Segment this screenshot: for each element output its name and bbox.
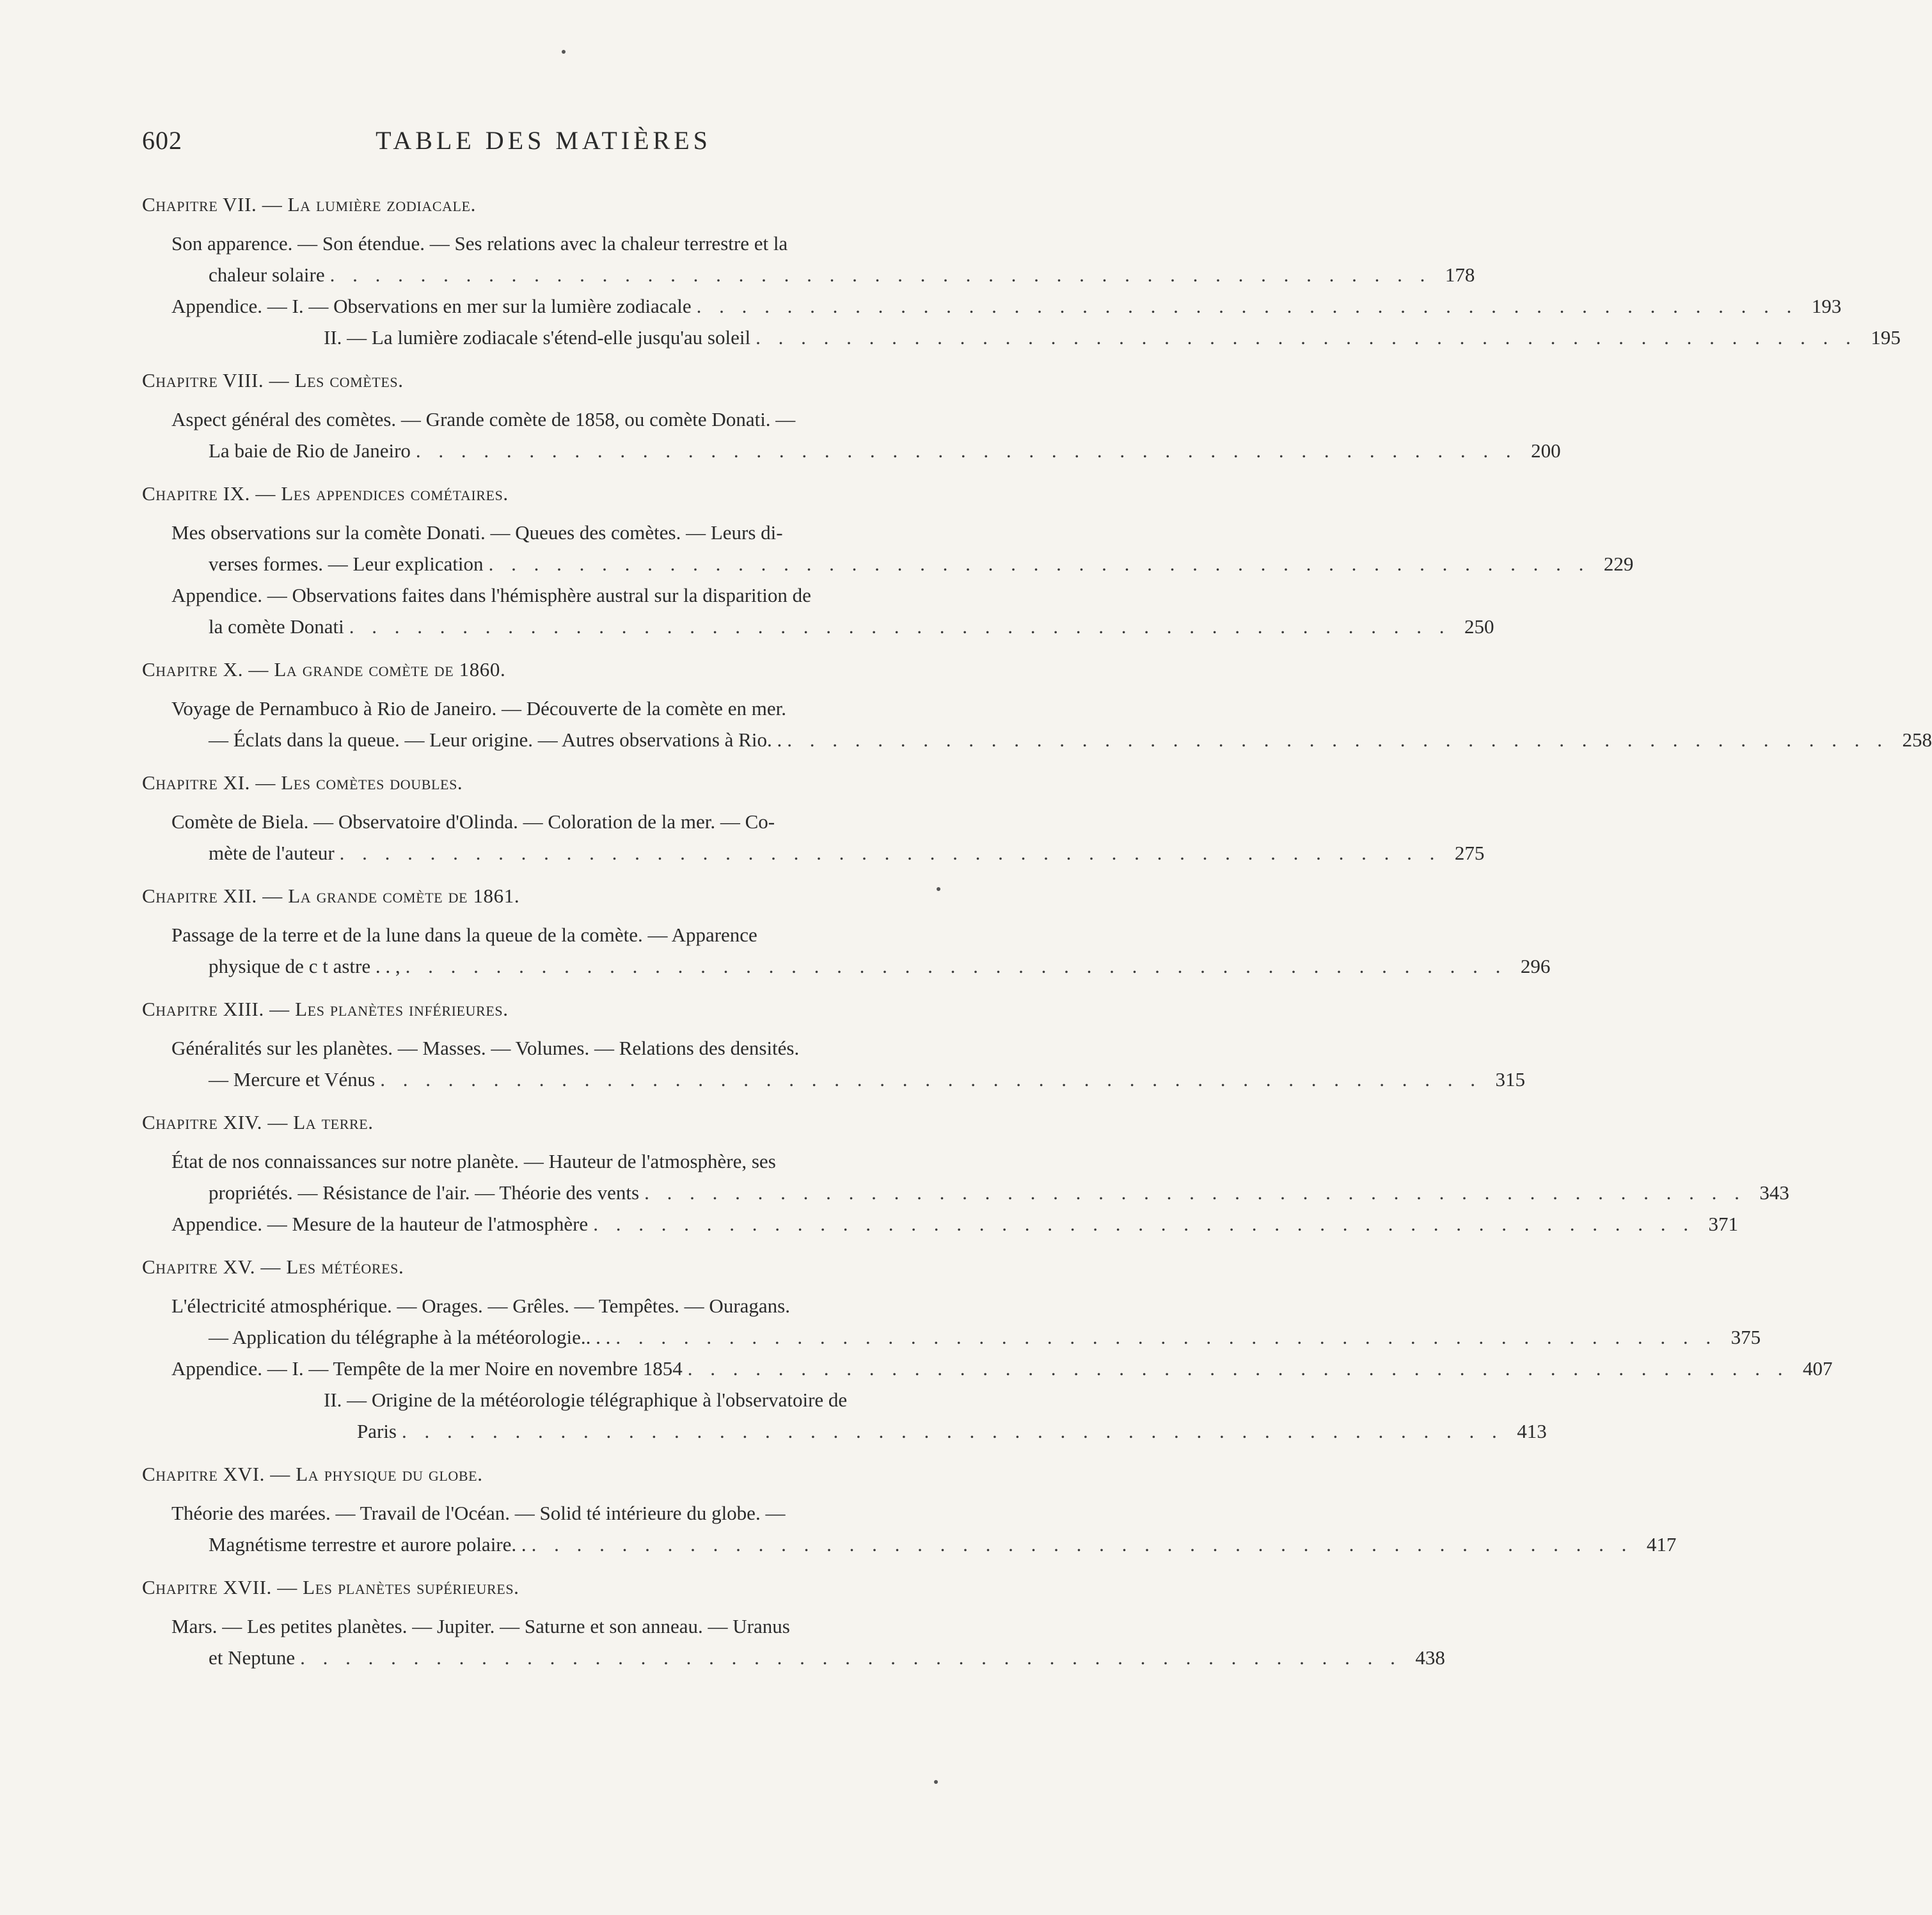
chapter-heading: Chapitre XII. — La grande comète de 1861. bbox=[142, 885, 520, 907]
appendix-line-last bbox=[142, 611, 1494, 642]
summary-line: Théorie des marées. — Travail de l'Océan. — Solid té intérieure du globe. — bbox=[171, 1502, 786, 1524]
page-reference: 275 bbox=[1454, 842, 1485, 864]
summary-line: Voyage de Pernambuco à Rio de Janeiro. — Découverte de la comète en mer. bbox=[171, 697, 786, 720]
chapter-heading: Chapitre XV. — Les météores. bbox=[142, 1256, 404, 1278]
page-reference: 178 bbox=[1445, 264, 1475, 286]
toc-entry-chapter-7 bbox=[142, 192, 1901, 353]
summary-line: L'électricité atmosphérique. — Orages. — Grêles. — Tempêtes. — Ouragans. bbox=[171, 1295, 790, 1317]
toc-entry-chapter-14 bbox=[142, 1110, 1789, 1240]
dot-leader: . . . . . . . . . . . . . . . . . . . . . . . . . . . . . . . . . . . . . . . . . . . . . . . . . bbox=[787, 729, 1888, 751]
summary-line: Comète de Biela. — Observatoire d'Olinda. — Coloration de la mer. — Co- bbox=[171, 810, 775, 833]
dot-leader: . . . . . . . . . . . . . . . . . . . . . . . . . . . . . . . . . . . . . . . . . . . . . . . . . bbox=[339, 842, 1441, 864]
page-reference: 407 bbox=[1802, 1357, 1833, 1380]
summary-text: — Application du télégraphe à la météorologie.. . . bbox=[209, 1326, 611, 1348]
summary-text: propriétés. — Résistance de l'air. — Théorie des vents bbox=[209, 1181, 640, 1204]
appendix-text: la comète Donati bbox=[209, 615, 344, 638]
page-reference: 193 bbox=[1811, 295, 1842, 317]
dot-leader: . . . . . . . . . . . . . . . . . . . . . . . . . . . . . . . . . . . . . . . . . . . . . . . . . bbox=[696, 295, 1798, 317]
page-reference: 229 bbox=[1603, 553, 1634, 575]
toc-entry-chapter-17 bbox=[142, 1575, 1445, 1673]
toc-entry-chapter-15 bbox=[142, 1254, 1833, 1447]
appendix-line-last bbox=[142, 1415, 1547, 1447]
summary-text: chaleur solaire bbox=[209, 264, 325, 286]
summary-line-last bbox=[142, 435, 1561, 466]
dot-leader: . . . . . . . . . . . . . . . . . . . . . . . . . . . . . . . . . . . . . . . . . . . . . . . . . bbox=[615, 1326, 1718, 1348]
toc-entry-chapter-9 bbox=[142, 481, 1634, 642]
page-reference: 195 bbox=[1871, 326, 1901, 349]
dot-leader: . . . . . . . . . . . . . . . . . . . . . . . . . . . . . . . . . . . . . . . . . . . . . . . . . bbox=[349, 615, 1451, 638]
toc-entry-chapter-8 bbox=[142, 368, 1561, 466]
summary-line: Son apparence. — Son étendue. — Ses relations avec la chaleur terrestre et la bbox=[171, 232, 788, 255]
chapter-heading: Chapitre VII. — La lumière zodiacale. bbox=[142, 193, 476, 216]
scan-speck bbox=[562, 50, 566, 54]
appendix-line: II. — Origine de la météorologie télégraphique à l'observatoire de bbox=[324, 1389, 848, 1411]
appendix-line bbox=[142, 322, 1901, 353]
summary-line: Mes observations sur la comète Donati. — Queues des comètes. — Leurs di- bbox=[171, 521, 783, 544]
summary-line-last bbox=[142, 1642, 1445, 1673]
summary-line: Passage de la terre et de la lune dans la queue de la comète. — Apparence bbox=[171, 924, 757, 946]
summary-line: Généralités sur les planètes. — Masses. — Volumes. — Relations des densités. bbox=[171, 1037, 800, 1059]
dot-leader: . . . . . . . . . . . . . . . . . . . . . . . . . . . . . . . . . . . . . . . . . . . . . . . . . bbox=[756, 326, 1857, 349]
toc-entry-chapter-10 bbox=[142, 657, 1932, 755]
appendix-text: Appendice. — Mesure de la hauteur de l'atmosphère bbox=[171, 1213, 589, 1235]
summary-line-last bbox=[142, 724, 1932, 755]
appendix-line bbox=[142, 1208, 1738, 1240]
dot-leader: . . . . . . . . . . . . . . . . . . . . . . . . . . . . . . . . . . . . . . . . . . . . . . . . . bbox=[488, 553, 1590, 575]
dot-leader: . . . . . . . . . . . . . . . . . . . . . . . . . . . . . . . . . . . . . . . . . . . . . . . . . bbox=[405, 955, 1507, 977]
summary-text: physique de c t astre . . , bbox=[209, 955, 400, 977]
scan-speck bbox=[937, 887, 940, 891]
page-reference: 371 bbox=[1708, 1213, 1738, 1235]
dot-leader: . . . . . . . . . . . . . . . . . . . . . . . . . . . . . . . . . . . . . . . . . . . . . . . . . bbox=[531, 1533, 1633, 1556]
summary-text: La baie de Rio de Janeiro bbox=[209, 439, 411, 462]
chapter-heading: Chapitre XIV. — La terre. bbox=[142, 1111, 374, 1133]
summary-line-last bbox=[142, 259, 1475, 290]
dot-leader: . . . . . . . . . . . . . . . . . . . . . . . . . . . . . . . . . . . . . . . . . . . . . . . . . bbox=[687, 1357, 1789, 1380]
toc-entry-chapter-11 bbox=[142, 770, 1485, 869]
summary-text: — Mercure et Vénus bbox=[209, 1068, 376, 1091]
dot-leader: . . . . . . . . . . . . . . . . . . . . . . . . . . . . . . . . . . . . . . . . . . . . . . . . . bbox=[402, 1420, 1503, 1442]
page-reference: 417 bbox=[1646, 1533, 1677, 1556]
appendix-line bbox=[142, 1353, 1833, 1384]
summary-text: verses formes. — Leur explication bbox=[209, 553, 484, 575]
dot-leader: . . . . . . . . . . . . . . . . . . . . . . . . . . . . . . . . . . . . . . . . . . . . . . . . . bbox=[593, 1213, 1695, 1235]
chapter-heading: Chapitre VIII. — Les comètes. bbox=[142, 369, 404, 391]
summary-line-last bbox=[142, 1529, 1677, 1560]
page-reference: 250 bbox=[1464, 615, 1494, 638]
page-reference: 200 bbox=[1531, 439, 1561, 462]
summary-line-last bbox=[142, 1321, 1761, 1353]
summary-line-last bbox=[142, 1177, 1789, 1208]
dot-leader: . . . . . . . . . . . . . . . . . . . . . . . . . . . . . . . . . . . . . . . . . . . . . . . . . bbox=[644, 1181, 1746, 1204]
summary-line: Mars. — Les petites planètes. — Jupiter. — Saturne et son anneau. — Uranus bbox=[171, 1615, 790, 1637]
summary-line-last bbox=[142, 950, 1551, 982]
summary-line-last bbox=[142, 837, 1485, 869]
dot-leader: . . . . . . . . . . . . . . . . . . . . . . . . . . . . . . . . . . . . . . . . . . . . . . . . . bbox=[300, 1646, 1402, 1669]
page-reference: 375 bbox=[1730, 1326, 1761, 1348]
summary-line: Aspect général des comètes. — Grande comète de 1858, ou comète Donati. — bbox=[171, 408, 796, 430]
toc-entry-chapter-12 bbox=[142, 883, 1551, 982]
chapter-heading: Chapitre XI. — Les comètes doubles. bbox=[142, 771, 463, 794]
scan-speck bbox=[934, 1780, 938, 1784]
summary-line-last bbox=[142, 1064, 1526, 1095]
dot-leader: . . . . . . . . . . . . . . . . . . . . . . . . . . . . . . . . . . . . . . . . . . . . . . . . . bbox=[380, 1068, 1482, 1091]
page-reference: 315 bbox=[1495, 1068, 1526, 1091]
page-reference: 258 bbox=[1902, 729, 1932, 751]
page-reference: 413 bbox=[1517, 1420, 1547, 1442]
dot-leader: . . . . . . . . . . . . . . . . . . . . . . . . . . . . . . . . . . . . . . . . . . . . . . . . . bbox=[415, 439, 1517, 462]
appendix-line bbox=[142, 290, 1842, 322]
appendix-text: II. — La lumière zodiacale s'étend-elle jusqu'au soleil bbox=[324, 326, 751, 349]
chapter-heading: Chapitre XIII. — Les planètes inférieures. bbox=[142, 998, 509, 1020]
chapter-heading: Chapitre IX. — Les appendices cométaires. bbox=[142, 482, 509, 505]
appendix-line: Appendice. — Observations faites dans l'hémisphère austral sur la disparition de bbox=[171, 584, 811, 606]
page-reference: 296 bbox=[1520, 955, 1551, 977]
appendix-text: Appendice. — I. — Tempête de la mer Noire en novembre 1854 bbox=[171, 1357, 683, 1380]
appendix-text: Paris bbox=[357, 1420, 397, 1442]
appendix-text: Appendice. — I. — Observations en mer sur la lumière zodiacale bbox=[171, 295, 692, 317]
toc-entry-chapter-13 bbox=[142, 997, 1526, 1095]
chapter-heading: Chapitre XVII. — Les planètes supérieures. bbox=[142, 1576, 519, 1598]
summary-text: et Neptune bbox=[209, 1646, 296, 1669]
page-reference: 343 bbox=[1759, 1181, 1789, 1204]
summary-text: mète de l'auteur bbox=[209, 842, 335, 864]
dot-leader: . . . . . . . . . . . . . . . . . . . . . . . . . . . . . . . . . . . . . . . . . . . . . . . . . bbox=[329, 264, 1432, 286]
running-title: TABLE DES MATIÈRES bbox=[376, 126, 711, 155]
page-number: 602 bbox=[142, 126, 182, 155]
summary-line-last bbox=[142, 548, 1634, 579]
summary-text: Magnétisme terrestre et aurore polaire. . bbox=[209, 1533, 527, 1556]
page-reference: 438 bbox=[1415, 1646, 1445, 1669]
summary-line: État de nos connaissances sur notre planète. — Hauteur de l'atmosphère, ses bbox=[171, 1150, 776, 1172]
toc-entry-chapter-16 bbox=[142, 1462, 1677, 1560]
chapter-heading: Chapitre XVI. — La physique du globe. bbox=[142, 1463, 483, 1485]
table-of-contents bbox=[142, 192, 1932, 1688]
chapter-heading: Chapitre X. — La grande comète de 1860. bbox=[142, 658, 506, 681]
page-header bbox=[142, 125, 945, 164]
summary-text: — Éclats dans la queue. — Leur origine. — Autres observations à Rio. . bbox=[209, 729, 782, 751]
